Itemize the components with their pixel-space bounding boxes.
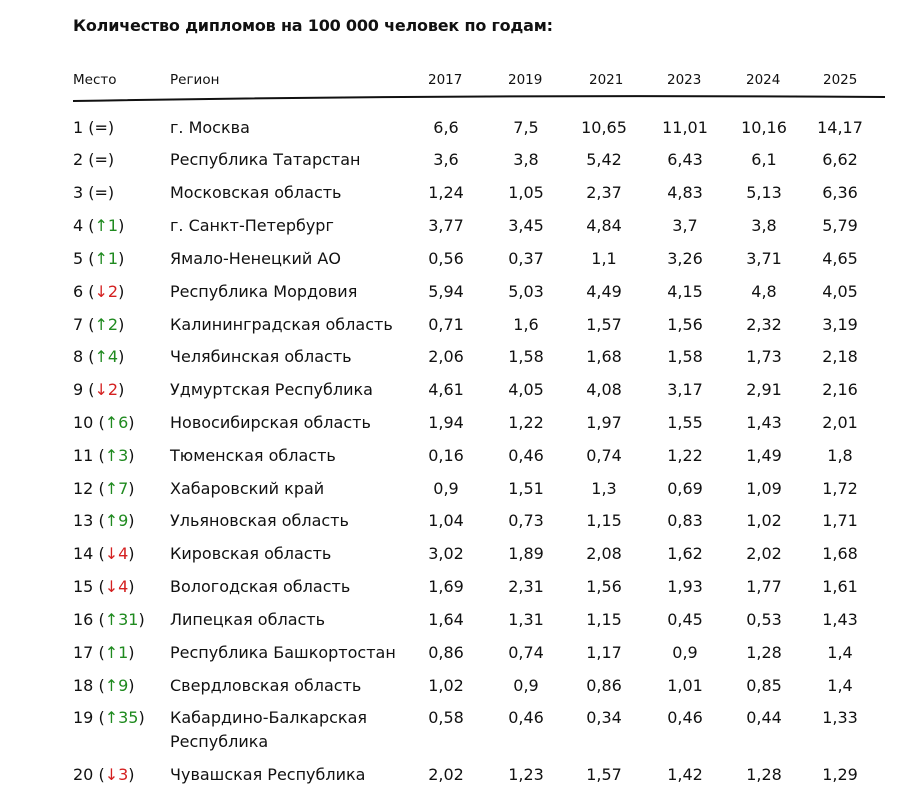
value-cell: 3,8: [751, 216, 777, 235]
value-cell: 0,69: [667, 479, 703, 498]
rank-number: 9: [73, 380, 84, 399]
arrow-up-icon: ↑: [104, 413, 119, 432]
value-cell: 4,8: [751, 282, 777, 301]
value-cell: 0,85: [746, 676, 782, 695]
rank-cell: 10 (↑6): [73, 413, 135, 432]
value-cell: 1,61: [822, 577, 858, 596]
value-cell: 11,01: [662, 118, 708, 137]
rank-change: 31: [118, 610, 139, 629]
value-cell: 4,49: [586, 282, 622, 301]
value-cell: 0,74: [586, 446, 622, 465]
value-cell: 4,15: [667, 282, 703, 301]
region-cell: Московская область: [170, 183, 342, 202]
value-cell: 1,24: [428, 183, 464, 202]
rank-change: 1: [118, 643, 129, 662]
rank-change: 1: [107, 249, 119, 268]
rank-number: 5: [73, 249, 84, 268]
value-cell: 6,36: [822, 183, 858, 202]
value-cell: 1,15: [586, 610, 622, 629]
value-cell: 1,43: [822, 610, 858, 629]
value-cell: 6,43: [667, 150, 703, 169]
rank-number: 10: [73, 413, 94, 432]
rank-cell: 18 (↑9): [73, 676, 135, 695]
value-cell: 4,05: [508, 380, 544, 399]
value-cell: 10,65: [581, 118, 627, 137]
value-cell: 1,33: [822, 708, 858, 727]
column-header-year: 2021: [589, 72, 624, 88]
column-header-year: 2025: [823, 72, 858, 88]
value-cell: 1,93: [667, 577, 703, 596]
rank-number: 19: [73, 708, 94, 727]
rank-change: =: [94, 118, 108, 137]
value-cell: 4,84: [586, 216, 622, 235]
region-cell: Чувашская Республика: [170, 765, 366, 784]
region-cell: Челябинская область: [170, 347, 352, 366]
value-cell: 5,42: [586, 150, 622, 169]
value-cell: 0,37: [508, 249, 544, 268]
rank-change: 4: [118, 544, 129, 563]
arrow-up-icon: ↑: [104, 511, 119, 530]
value-cell: 0,16: [428, 446, 464, 465]
value-cell: 3,7: [672, 216, 698, 235]
value-cell: 0,9: [433, 479, 459, 498]
value-cell: 0,44: [746, 708, 782, 727]
value-cell: 2,01: [822, 413, 858, 432]
arrow-up-icon: ↑: [104, 708, 119, 727]
value-cell: 0,71: [428, 315, 464, 334]
rank-number: 16: [73, 610, 94, 629]
value-cell: 1,49: [746, 446, 782, 465]
value-cell: 3,17: [667, 380, 703, 399]
value-cell: 1,17: [586, 643, 622, 662]
value-cell: 1,3: [591, 479, 617, 498]
rank-change: 9: [118, 676, 129, 695]
rank-cell: 14 (↓4): [73, 544, 135, 563]
value-cell: 10,16: [741, 118, 787, 137]
region-cell: Республика Татарстан: [170, 150, 361, 169]
value-cell: 1,6: [513, 315, 539, 334]
value-cell: 5,94: [428, 282, 464, 301]
header-divider: [73, 93, 885, 105]
value-cell: 2,32: [746, 315, 782, 334]
rank-change: 2: [107, 380, 119, 399]
value-cell: 2,02: [428, 765, 464, 784]
value-cell: 1,01: [667, 676, 703, 695]
value-cell: 2,08: [586, 544, 622, 563]
value-cell: 0,46: [667, 708, 703, 727]
rank-change: 3: [118, 446, 129, 465]
rank-cell: 3 (=): [73, 183, 115, 202]
value-cell: 3,19: [822, 315, 858, 334]
rank-change: 7: [118, 479, 129, 498]
value-cell: 1,4: [827, 643, 853, 662]
region-cell: Новосибирская область: [170, 413, 371, 432]
value-cell: 1,1: [591, 249, 617, 268]
arrow-up-icon: ↑: [94, 216, 108, 235]
rank-change: =: [94, 150, 108, 169]
rank-cell: 5 (↑1): [73, 249, 125, 268]
region-cell: г. Санкт-Петербург: [170, 216, 334, 235]
region-cell: Ямало-Ненецкий АО: [170, 249, 341, 268]
region-cell: Республика Мордовия: [170, 282, 358, 301]
rank-number: 4: [73, 216, 84, 235]
rank-number: 17: [73, 643, 94, 662]
value-cell: 1,77: [746, 577, 782, 596]
value-cell: 4,65: [822, 249, 858, 268]
rank-cell: 2 (=): [73, 150, 115, 169]
value-cell: 0,86: [428, 643, 464, 662]
rank-change: 2: [107, 282, 119, 301]
column-header-year: 2017: [428, 72, 463, 88]
value-cell: 6,62: [822, 150, 858, 169]
value-cell: 7,5: [513, 118, 539, 137]
value-cell: 1,64: [428, 610, 464, 629]
rank-cell: 11 (↑3): [73, 446, 135, 465]
value-cell: 1,55: [667, 413, 703, 432]
value-cell: 1,58: [508, 347, 544, 366]
value-cell: 5,79: [822, 216, 858, 235]
rank-change: 35: [118, 708, 139, 727]
value-cell: 1,97: [586, 413, 622, 432]
value-cell: 1,22: [508, 413, 544, 432]
region-cell: Тюменская область: [170, 446, 336, 465]
value-cell: 3,6: [433, 150, 459, 169]
value-cell: 1,72: [822, 479, 858, 498]
rank-cell: 17 (↑1): [73, 643, 135, 662]
value-cell: 1,51: [508, 479, 544, 498]
value-cell: 2,31: [508, 577, 544, 596]
rank-number: 13: [73, 511, 94, 530]
arrow-up-icon: ↑: [94, 347, 108, 366]
value-cell: 6,1: [751, 150, 777, 169]
arrow-down-icon: ↓: [104, 544, 119, 563]
value-cell: 0,46: [508, 708, 544, 727]
value-cell: 1,8: [827, 446, 853, 465]
rank-cell: 20 (↓3): [73, 765, 135, 784]
value-cell: 1,09: [746, 479, 782, 498]
column-header-year: 2024: [746, 72, 781, 88]
value-cell: 2,16: [822, 380, 858, 399]
rank-number: 7: [73, 315, 84, 334]
arrow-down-icon: ↓: [104, 765, 119, 784]
rank-change: 2: [107, 315, 119, 334]
value-cell: 4,61: [428, 380, 464, 399]
value-cell: 3,45: [508, 216, 544, 235]
value-cell: 3,02: [428, 544, 464, 563]
value-cell: 4,83: [667, 183, 703, 202]
rank-number: 20: [73, 765, 94, 784]
value-cell: 0,53: [746, 610, 782, 629]
value-cell: 5,13: [746, 183, 782, 202]
value-cell: 0,74: [508, 643, 544, 662]
value-cell: 3,77: [428, 216, 464, 235]
region-cell: Свердловская область: [170, 676, 362, 695]
value-cell: 1,56: [667, 315, 703, 334]
value-cell: 3,71: [746, 249, 782, 268]
rank-number: 15: [73, 577, 94, 596]
rank-cell: 16 (↑31): [73, 610, 145, 629]
region-cell: Кировская область: [170, 544, 332, 563]
arrow-up-icon: ↑: [104, 446, 119, 465]
rank-change: 6: [118, 413, 129, 432]
arrow-up-icon: ↑: [104, 479, 119, 498]
value-cell: 1,68: [822, 544, 858, 563]
arrow-up-icon: ↑: [94, 249, 108, 268]
rank-number: 8: [73, 347, 84, 366]
value-cell: 1,23: [508, 765, 544, 784]
rank-cell: 7 (↑2): [73, 315, 125, 334]
arrow-down-icon: ↓: [94, 282, 108, 301]
value-cell: 5,03: [508, 282, 544, 301]
rank-cell: 1 (=): [73, 118, 115, 137]
value-cell: 0,73: [508, 511, 544, 530]
column-header-year: 2023: [667, 72, 702, 88]
value-cell: 1,28: [746, 643, 782, 662]
column-header-year: 2019: [508, 72, 543, 88]
rank-number: 12: [73, 479, 94, 498]
rank-change: =: [94, 183, 108, 202]
value-cell: 1,43: [746, 413, 782, 432]
value-cell: 2,91: [746, 380, 782, 399]
arrow-down-icon: ↓: [94, 380, 108, 399]
value-cell: 14,17: [817, 118, 863, 137]
arrow-up-icon: ↑: [104, 676, 119, 695]
value-cell: 1,89: [508, 544, 544, 563]
region-cell: Республика Башкортостан: [170, 643, 396, 662]
rank-change: 9: [118, 511, 129, 530]
value-cell: 1,15: [586, 511, 622, 530]
rank-cell: 9 (↓2): [73, 380, 125, 399]
value-cell: 1,28: [746, 765, 782, 784]
value-cell: 1,4: [827, 676, 853, 695]
value-cell: 1,02: [746, 511, 782, 530]
region-cell: Вологодская область: [170, 577, 351, 596]
value-cell: 1,31: [508, 610, 544, 629]
value-cell: 1,73: [746, 347, 782, 366]
value-cell: 0,86: [586, 676, 622, 695]
value-cell: 6,6: [433, 118, 459, 137]
value-cell: 1,71: [822, 511, 858, 530]
rank-cell: 13 (↑9): [73, 511, 135, 530]
value-cell: 1,29: [822, 765, 858, 784]
value-cell: 4,08: [586, 380, 622, 399]
rank-cell: 12 (↑7): [73, 479, 135, 498]
region-cell: г. Москва: [170, 118, 250, 137]
rank-cell: 15 (↓4): [73, 577, 135, 596]
region-cell: Калининградская область: [170, 315, 393, 334]
value-cell: 0,56: [428, 249, 464, 268]
value-cell: 1,04: [428, 511, 464, 530]
value-cell: 1,05: [508, 183, 544, 202]
region-cell: Кабардино-Балкарская Республика: [170, 708, 367, 751]
value-cell: 4,05: [822, 282, 858, 301]
rank-change: 4: [118, 577, 129, 596]
value-cell: 0,46: [508, 446, 544, 465]
value-cell: 1,56: [586, 577, 622, 596]
value-cell: 1,22: [667, 446, 703, 465]
value-cell: 2,02: [746, 544, 782, 563]
value-cell: 3,26: [667, 249, 703, 268]
value-cell: 0,58: [428, 708, 464, 727]
rank-cell: 6 (↓2): [73, 282, 125, 301]
region-cell: Ульяновская область: [170, 511, 349, 530]
column-header-region: Регион: [170, 72, 220, 88]
value-cell: 2,37: [586, 183, 622, 202]
region-cell: Хабаровский край: [170, 479, 325, 498]
arrow-up-icon: ↑: [94, 315, 108, 334]
rank-number: 11: [73, 446, 94, 465]
value-cell: 2,06: [428, 347, 464, 366]
rank-cell: 8 (↑4): [73, 347, 125, 366]
rank-number: 6: [73, 282, 84, 301]
arrow-up-icon: ↑: [104, 643, 119, 662]
region-cell: Удмуртская Республика: [170, 380, 373, 399]
rank-cell: 4 (↑1): [73, 216, 125, 235]
value-cell: 0,45: [667, 610, 703, 629]
value-cell: 0,83: [667, 511, 703, 530]
rank-number: 18: [73, 676, 94, 695]
value-cell: 1,58: [667, 347, 703, 366]
value-cell: 2,18: [822, 347, 858, 366]
arrow-down-icon: ↓: [104, 577, 119, 596]
value-cell: 1,68: [586, 347, 622, 366]
column-header-place: Место: [73, 72, 117, 88]
value-cell: 1,57: [586, 315, 622, 334]
page-title: Количество дипломов на 100 000 человек по годам:: [73, 16, 553, 35]
rank-number: 2: [73, 150, 84, 169]
value-cell: 3,8: [513, 150, 539, 169]
rank-number: 14: [73, 544, 94, 563]
rank-change: 1: [107, 216, 119, 235]
value-cell: 1,02: [428, 676, 464, 695]
region-cell: Липецкая область: [170, 610, 326, 629]
rank-change: 4: [107, 347, 119, 366]
value-cell: 0,9: [513, 676, 539, 695]
value-cell: 0,9: [672, 643, 698, 662]
rank-change: 3: [118, 765, 129, 784]
arrow-up-icon: ↑: [104, 610, 119, 629]
value-cell: 1,69: [428, 577, 464, 596]
value-cell: 0,34: [586, 708, 622, 727]
value-cell: 1,57: [586, 765, 622, 784]
rank-number: 1: [73, 118, 84, 137]
rank-number: 3: [73, 183, 84, 202]
value-cell: 1,42: [667, 765, 703, 784]
rank-cell: 19 (↑35): [73, 708, 145, 727]
value-cell: 1,62: [667, 544, 703, 563]
value-cell: 1,94: [428, 413, 464, 432]
table-header: [0, 72, 923, 92]
